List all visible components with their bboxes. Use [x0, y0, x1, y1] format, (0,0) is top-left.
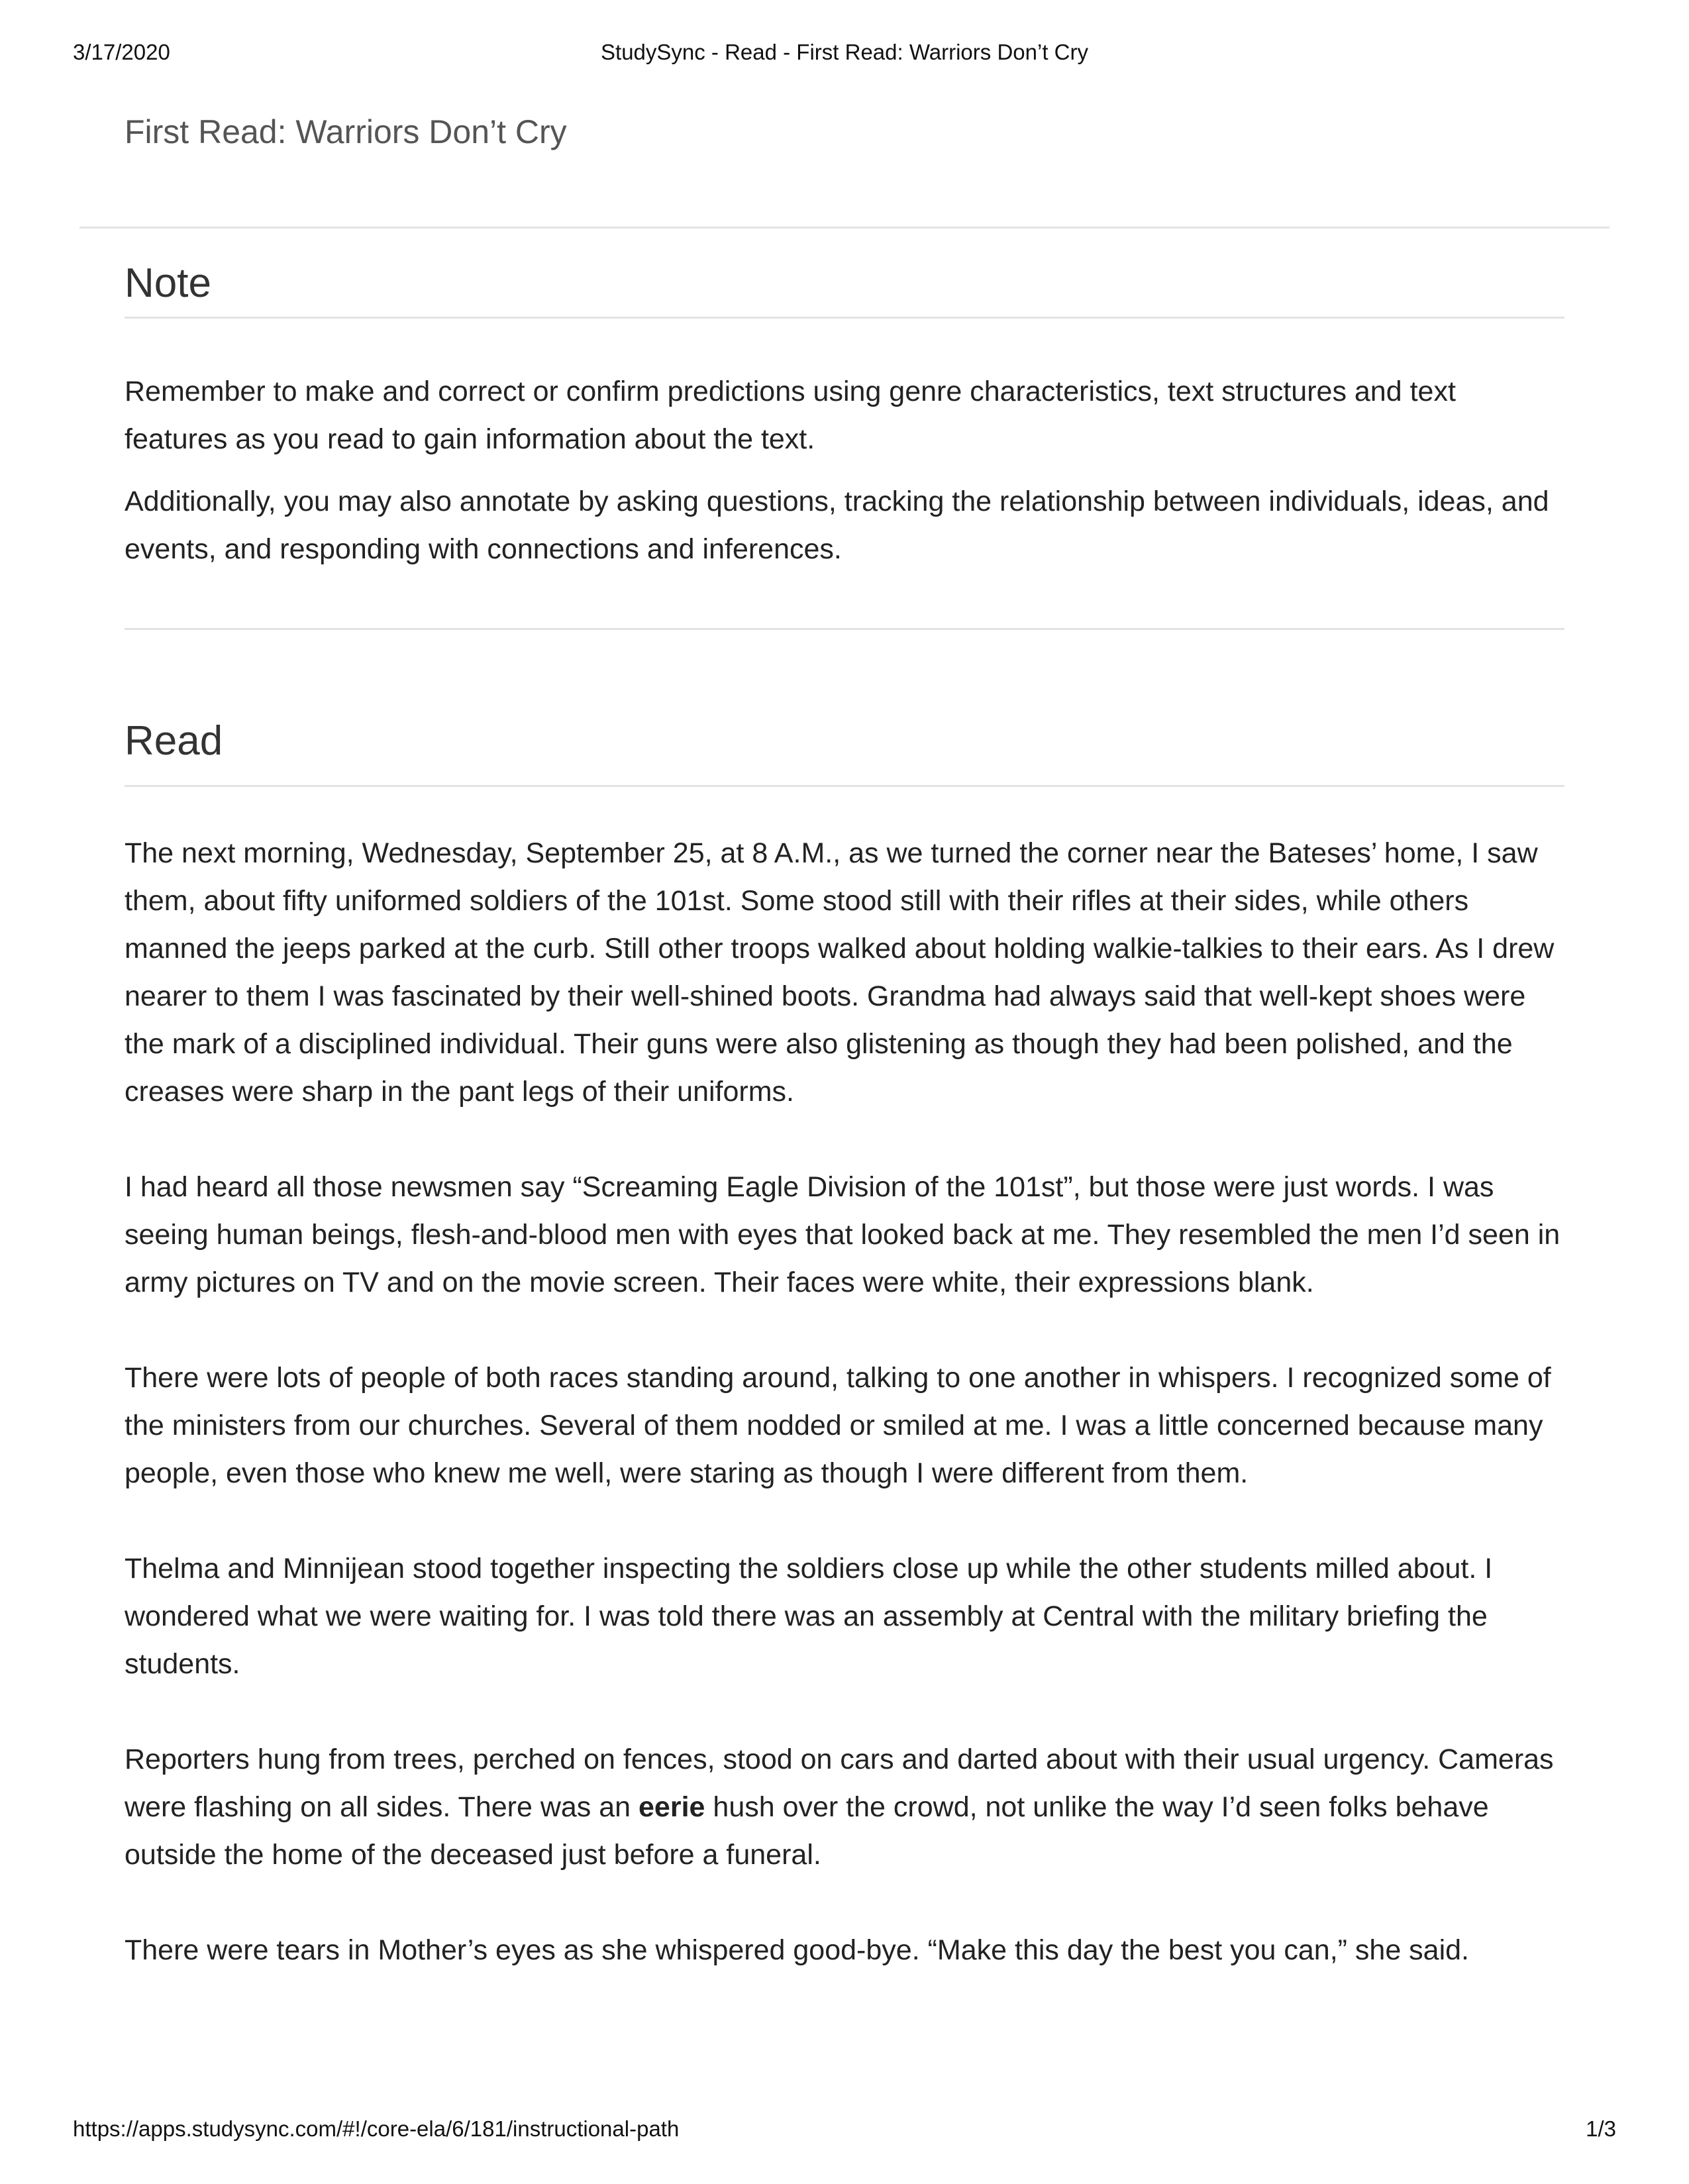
note-paragraph-2: Additionally, you may also annotate by asking questions, tracking the relationship between individuals, ideas, and events, and responding with connections and inferences. — [125, 486, 1549, 565]
read-title-divider — [125, 785, 1564, 787]
note-title-divider — [125, 317, 1564, 319]
paragraph-5-text-before: Reporters hung from trees, perched on fences, stood on cars and darted about with their usual urgency. Cameras were flashing on all sides. There was an — [125, 1743, 1554, 1823]
print-url: https://apps.studysync.com/#!/core-ela/6/181/instructional-path — [73, 2116, 680, 2141]
read-paragraph-2: I had heard all those newsmen say “Screaming Eagle Division of the 101st”, but those were just words. I was seeing human beings, flesh-and-blood men with eyes that looked back at me. They resembled the men I’d seen in army pictures on TV and on the movie screen. Their faces were white, their expressions blank. — [125, 1171, 1561, 1298]
read-section-body — [125, 829, 1564, 2022]
paragraph-5-text-after: hush over the crowd, not unlike the way I’d seen folks behave outside the home of the deceased just before a funeral. — [125, 1791, 1489, 1871]
note-paragraph-1: Remember to make and correct or confirm predictions using genre characteristics, text structures and text features as you read to gain information about the text. — [125, 376, 1456, 455]
header-divider — [79, 227, 1610, 229]
print-date: 3/17/2020 — [73, 40, 170, 64]
page-title: First Read: Warriors Don’t Cry — [125, 113, 567, 150]
print-footer — [73, 2116, 1616, 2146]
print-title: StudySync - Read - First Read: Warriors Don’t Cry — [601, 40, 1088, 64]
vocabulary-word-eerie[interactable]: eerie — [639, 1791, 705, 1823]
read-paragraph-1: The next morning, Wednesday, September 25, at 8 A.M., as we turned the corner near the Bateses’ home, I saw them, about fifty uniformed soldiers of the 101st. Some stood still with their rifles at their sides, while others manned the jeeps parked at the curb. Still other troops walked about holding walkie-talkies to their ears. As I drew nearer to them I was fascinated by their well-shined boots. Grandma had always said that well-kept shoes were the mark of a disciplined individual. Their guns were also glistening as though they had been polished, and the creases were sharp in the pant legs of their uniforms. — [125, 837, 1555, 1108]
read-paragraph-5 — [125, 1736, 1564, 1879]
read-paragraph-6: There were tears in Mother’s eyes as she whispered good-bye. “Make this day the best you can,” she said. — [125, 1934, 1470, 1966]
page-number: 1/3 — [1586, 2116, 1616, 2141]
note-section-title: Note — [125, 260, 211, 306]
read-paragraph-3: There were lots of people of both races standing around, talking to one another in whispers. I recognized some of the ministers from our churches. Several of them nodded or smiled at me. I was a little concerned because many people, even those who knew me well, were staring as though I were different from them. — [125, 1362, 1551, 1489]
print-header — [73, 40, 1616, 69]
read-paragraph-4: Thelma and Minnijean stood together inspecting the soldiers close up while the other students milled about. I wondered what we were waiting for. I was told there was an assembly at Central with the military briefing the students. — [125, 1553, 1493, 1680]
note-section-body — [125, 368, 1564, 588]
read-section-title: Read — [125, 718, 223, 764]
note-end-divider — [125, 628, 1564, 630]
